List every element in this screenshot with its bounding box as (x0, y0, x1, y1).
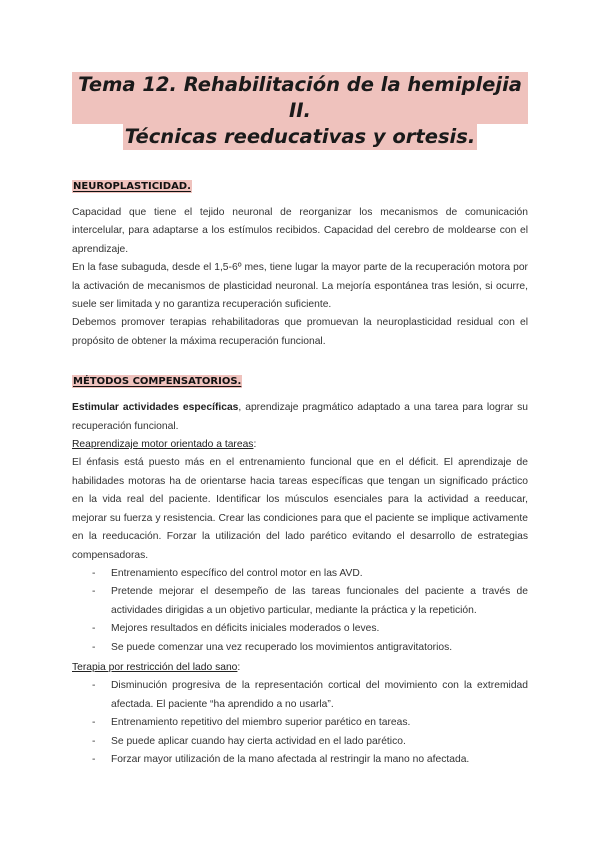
subheading-reaprendizaje (72, 436, 528, 454)
list-reaprendizaje (72, 565, 528, 657)
document-title (72, 72, 528, 150)
subheading-text: Reaprendizaje motor orientado a tareas (72, 439, 254, 451)
subheading-suffix: : (237, 661, 241, 673)
list-item: - Se puede comenzar una vez recuperado los movimientos antigravitatorios. (92, 639, 528, 657)
intro-paragraph (72, 399, 528, 436)
paragraph: El énfasis está puesto más en el entrenamiento funcional que en el déficit. El aprendizaje de habilidades motoras ha de orientarse hacia tareas específicas que tengan un significado práctico en la vida real del paciente. Identificar los músculos esenciales para la actividad a reeducar, mejorar su fuerza y resistencia. Crear las condiciones para que el paciente se implique activamente en la reeducación. Forzar la utilización del lado parético evitando el desarrollo de estrategias compensadoras. (72, 457, 528, 561)
paragraph: En la fase subaguda, desde el 1,5-6º mes, tiene lugar la mayor parte de la recuperación motora por la activación de mecanismos de plasticidad neuronal. La mejoría espontánea tras lesión, si ocurre, suele ser limitada y no garantiza recuperación suficiente. (72, 262, 528, 311)
intro-text: , aprendizaje pragmático adaptado a una tarea para lograr su (238, 402, 529, 414)
list-item: - Entrenamiento específico del control motor en las AVD. (92, 565, 528, 583)
list-restriccion (72, 677, 528, 769)
section-neuroplasticidad (72, 176, 528, 351)
paragraph: Debemos promover terapias rehabilitadoras que promuevan la neuroplasticidad residual con el propósito de obtener la máxima recuperación funcional. (72, 317, 528, 347)
subheading-restriccion (72, 659, 528, 677)
list-item: - Se puede aplicar cuando hay cierta actividad en el lado parético. (92, 733, 528, 751)
list-item: - Entrenamiento repetitivo del miembro superior parético en tareas. (92, 714, 528, 732)
intro-end: . (175, 420, 179, 432)
list-item: - Mejores resultados en déficits iniciales moderados o leves. (92, 620, 528, 638)
section-heading-metodos: MÉTODOS COMPENSATORIOS. (73, 376, 242, 388)
title-line-2: Técnicas reeducativas y ortesis. (124, 125, 476, 148)
paragraph: Capacidad que tiene el tejido neuronal de reorganizar los mecanismos de comunicación intercelular, para adaptarse a los estímulos recibidos. Capacidad del cerebro de moldearse con el aprendizaje. (72, 207, 528, 255)
subheading-text: Terapia por restricción del lado sano (72, 661, 238, 673)
list-item: - Pretende mejorar el desempeño de las tareas funcionales del paciente a través de actividades dirigidas a un objetivo particular, mediante la práctica y la repetición. (92, 583, 528, 620)
section-metodos-compensatorios (72, 371, 528, 769)
list-item: - Forzar mayor utilización de la mano afectada al restringir la mano no afectada. (92, 751, 528, 769)
subheading-suffix: : (253, 439, 257, 451)
title-line-1: Tema 12. Rehabilitación de la hemiplejia II. (72, 72, 528, 124)
list-item: - Disminución progresiva de la representación cortical del movimiento con la extremidad afectada. El paciente “ha aprendido a no usarla”. (92, 677, 528, 714)
section-heading-neuroplasticidad: NEUROPLASTICIDAD. (73, 181, 191, 192)
intro-bold-text-2: recuperación funcional (72, 420, 176, 432)
intro-bold-text: Estimular actividades específicas (72, 402, 239, 414)
